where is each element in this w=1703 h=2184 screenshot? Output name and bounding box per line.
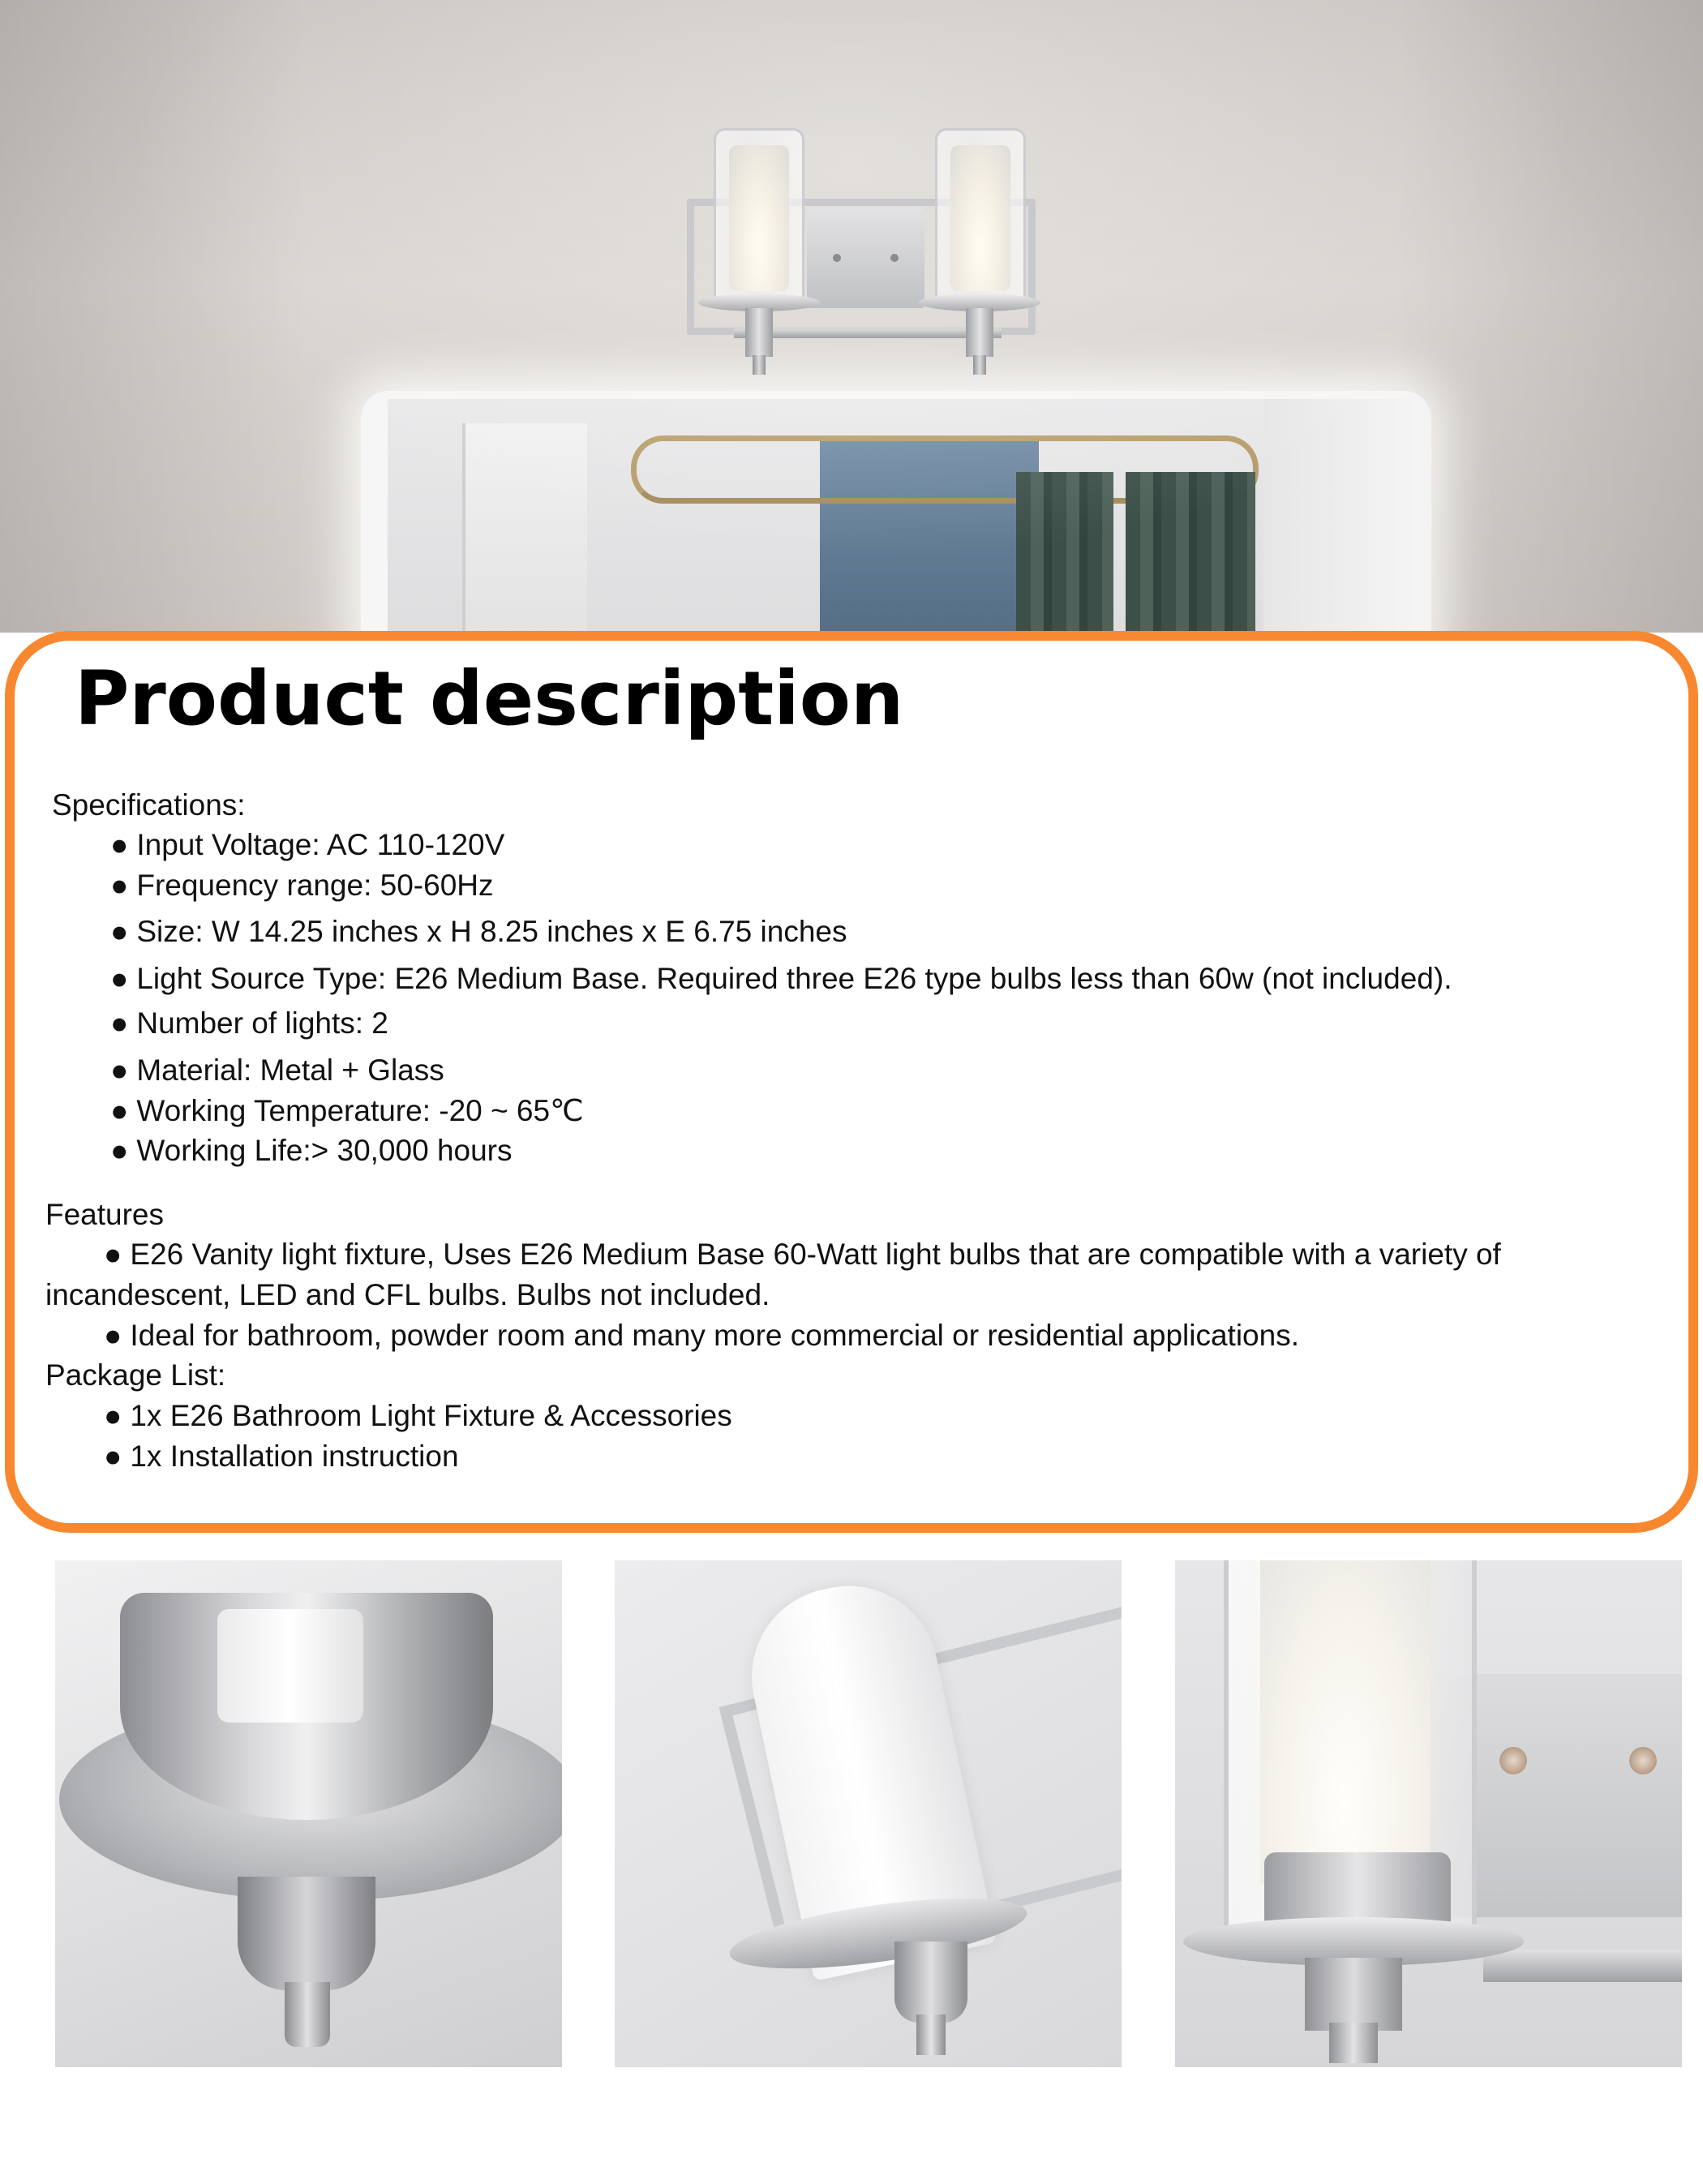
spec-item: ● Input Voltage: AC 110-120V <box>110 826 504 864</box>
feature-item-continued: incandescent, LED and CFL bulbs. Bulbs not included. <box>45 1278 770 1311</box>
glass-shade-right <box>935 128 1026 302</box>
detail-photo-socket <box>55 1560 562 2067</box>
bullet-icon: ● <box>104 1399 122 1432</box>
features-heading: Features <box>45 1198 165 1231</box>
spec-item: ● Number of lights: 2 <box>110 1005 388 1042</box>
spec-item: ● Working Temperature: -20 ~ 65℃ <box>110 1092 584 1130</box>
package-list-heading: Package List: <box>45 1358 226 1392</box>
package-item: ● 1x Installation instruction <box>104 1438 459 1475</box>
detail-photo-glass-shade <box>615 1560 1122 2067</box>
spec-item: ● Size: W 14.25 inches x H 8.25 inches x E 6.75 inches <box>110 913 847 950</box>
bullet-icon: ● <box>104 1319 122 1352</box>
bullet-icon: ● <box>110 869 129 902</box>
spec-item: ● Frequency range: 50-60Hz <box>110 867 494 904</box>
bullet-icon: ● <box>110 1094 129 1127</box>
glass-shade-left <box>714 128 804 302</box>
package-item: ● 1x E26 Bathroom Light Fixture & Accessories <box>104 1397 732 1435</box>
bullet-icon: ● <box>104 1238 122 1271</box>
spec-item: ● Material: Metal + Glass <box>110 1052 444 1089</box>
bullet-icon: ● <box>110 828 129 861</box>
bullet-icon: ● <box>110 962 129 995</box>
specifications-heading: Specifications: <box>52 788 246 822</box>
bullet-icon: ● <box>104 1440 122 1473</box>
page-title: Product description <box>75 655 904 742</box>
spec-item: ● Light Source Type: E26 Medium Base. Required three E26 type bulbs less than 60w (not included). <box>110 960 1452 998</box>
feature-item: ● Ideal for bathroom, powder room and many more commercial or residential applications. <box>104 1317 1299 1354</box>
bullet-icon: ● <box>110 1053 129 1087</box>
bullet-icon: ● <box>110 915 129 948</box>
detail-photo-lit-shade <box>1175 1560 1682 2067</box>
spec-item: ● Working Life:> 30,000 hours <box>110 1132 513 1169</box>
bullet-icon: ● <box>110 1006 129 1040</box>
hero-photo <box>0 0 1703 633</box>
bullet-icon: ● <box>110 1134 129 1167</box>
vanity-light-fixture <box>677 122 1046 373</box>
feature-item: ● E26 Vanity light fixture, Uses E26 Medium Base 60-Watt light bulbs that are compatible with a variety of <box>104 1236 1501 1273</box>
